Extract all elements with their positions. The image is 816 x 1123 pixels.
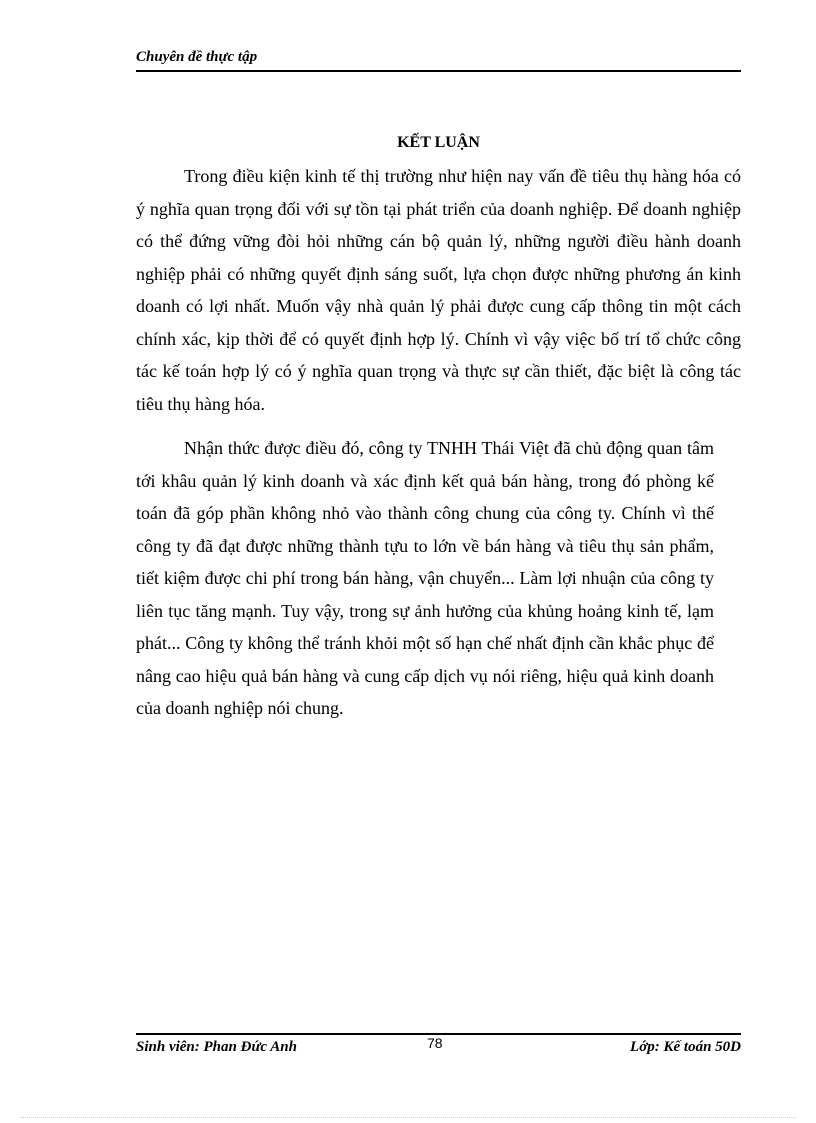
section-heading: KẾT LUẬN [397,134,480,151]
page-number: 78 [427,1035,443,1051]
page-footer [136,1033,741,1063]
body-paragraph: Trong điều kiện kinh tế thị trường như hiện nay vấn đề tiêu thụ hàng hóa có ý nghĩa quan trọng đối với sự tồn tại phát triển của doanh nghiệp. Để doanh nghiệp có thể đứng vững đòi hỏi những cán bộ quản lý, những người điều hành doanh nghiệp phải có những quyết định sáng suốt, lựa chọn được những phương án kinh doanh có lợi nhất. Muốn vậy nhà quản lý phải được cung cấp thông tin một cách chính xác, kịp thời để có quyết định hợp lý. Chính vì vậy việc bố trí tổ chức công tác kế toán hợp lý có ý nghĩa quan trọng và thực sự cần thiết, đặc biệt là công tác tiêu thụ hàng hóa. [136,166,741,414]
page-header [136,48,741,72]
body-paragraph: Nhận thức được điều đó, công ty TNHH Thái Việt đã chủ động quan tâm tới khâu quản lý kinh doanh và xác định kết quả bán hàng, trong đó phòng kế toán đã góp phần không nhỏ vào thành công chung của công ty. Chính vì thế công ty đã đạt được những thành tựu to lớn về bán hàng và tiêu thụ sản phẩm, tiết kiệm được chi phí trong bán hàng, vận chuyển... Làm lợi nhuận của công ty liên tục tăng mạnh. Tuy vậy, trong sự ảnh hưởng của khủng hoảng kinh tế, lạm phát... Công ty không thể tránh khỏi một số hạn chế nhất định cần khắc phục để nâng cao hiệu quả bán hàng và cung cấp dịch vụ nói riêng, hiệu quả kinh doanh của doanh nghiệp nói chung. [136,438,714,718]
header-title: Chuyên đề thực tập [136,49,258,65]
footer-class: Lớp: Kế toán 50D [630,1039,741,1055]
footer-student-name: Sinh viên: Phan Đức Anh [136,1039,297,1055]
page-edge-divider [20,1117,796,1118]
